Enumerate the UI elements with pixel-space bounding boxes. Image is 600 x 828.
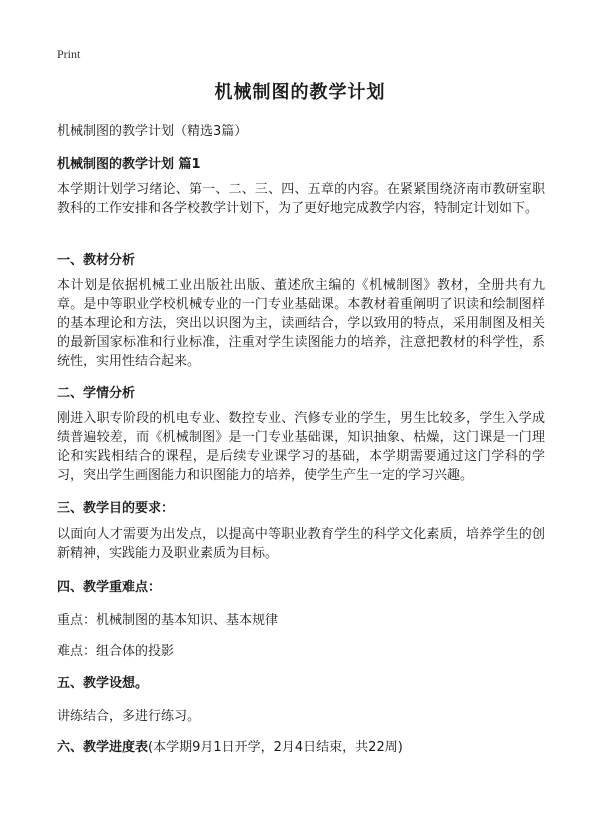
schedule-note: (本学期9月1日开学，2月4日结束，共22周) (148, 740, 403, 755)
section-text-materials: 本计划是依据机械工业出版社出版、董述欣主编的《机械制图》教材，全册共有九章。是中等职业学校机械专业的一门专业基础课。本教材着重阐明了识读和绘制图样的基本理论和方法，突出以识图为主，读画结合，学以致用的特点，采用制图及相关的最新国家标准和行业标准，注重对学生读图能力的培养，注意把教材的科学性，系统性，实用性结合起来。 (57, 278, 545, 369)
section-text-plan: 讲练结合，多进行练习。 (57, 709, 201, 724)
section-heading-materials: 一、教材分析 (57, 253, 136, 268)
section-heading-schedule: 六、教学进度表 (57, 740, 149, 755)
schedule-line (57, 736, 403, 755)
section-heading-goals: 三、教学目的要求： (57, 501, 175, 516)
section-heading-plan: 五、教学设想。 (57, 676, 149, 691)
document-title: 机械制图的教学计划 (214, 82, 386, 103)
intro-paragraph: 本学期计划学习绪论、第一、二、三、四、五章的内容。在紧紧围绕济南市教研室职教科的工作安排和各学校教学计划下，为了更好地完成教学内容，特制定计划如下。 (57, 182, 545, 216)
print-label: Print (57, 47, 81, 61)
difficult-point-line: 难点：组合体的投影 (57, 644, 175, 659)
section-text-students: 刚进入职专阶段的机电专业、数控专业、汽修专业的学生，男生比较多，学生入学成绩普遍较差，而《机械制图》是一门专业基础课，知识抽象、枯燥，这门课是一门理论和实践相结合的课程，是后续专业课学习的基础，本学期需要通过这门学科的学习，突出学生画图能力和识图能力的培养，使学生产生一定的学习兴趣。 (57, 411, 545, 483)
section-heading-students: 二、学情分析 (57, 386, 136, 401)
part-heading: 机械制图的教学计划 篇1 (57, 157, 201, 172)
section-text-goals: 以面向人才需要为出发点，以提高中等职业教育学生的科学文化素质，培养学生的创新精神，实践能力及职业素质为目标。 (57, 527, 545, 561)
key-point-line: 重点：机械制图的基本知识、基本规律 (57, 613, 279, 628)
document-subtitle: 机械制图的教学计划（精选3篇） (57, 124, 248, 139)
section-heading-key-points: 四、教学重难点： (57, 580, 162, 595)
